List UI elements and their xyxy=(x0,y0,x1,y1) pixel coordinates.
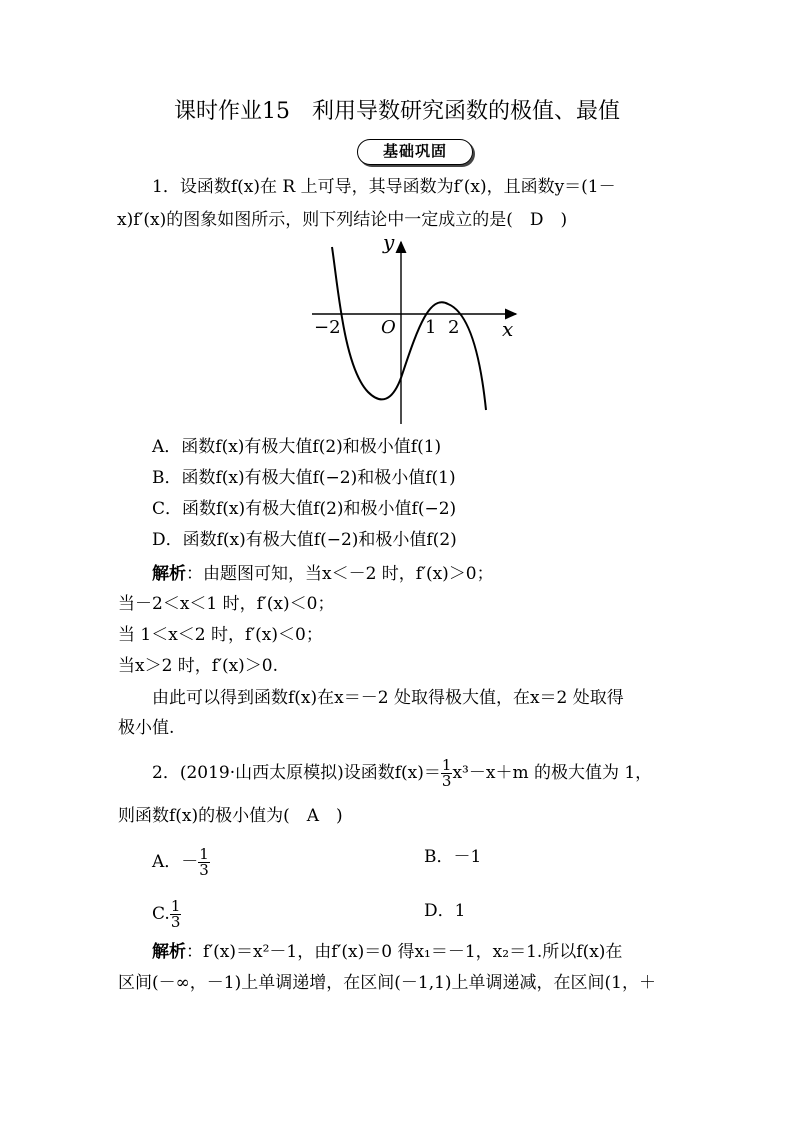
q2-stem-line2: 则函数f(x)的极小值为( A ) xyxy=(118,806,343,826)
fraction-denominator: 3 xyxy=(441,772,452,790)
q2-option-b: B．－1 xyxy=(424,847,482,867)
q2-option-c-text: C. xyxy=(152,904,170,924)
function-graph xyxy=(308,232,528,427)
analysis-text: ：由题图可知，当x＜－2 时，f′(x)＞0； xyxy=(186,564,494,584)
fraction-numerator: 1 xyxy=(441,756,452,774)
tick-label-1: 1 xyxy=(425,317,437,338)
q2-option-c xyxy=(152,899,181,930)
tick-label-neg2: −2 xyxy=(314,317,341,338)
q2-option-d: D．1 xyxy=(424,901,466,921)
q1-analysis-line2: 当－2＜x＜1 时，f′(x)＜0； xyxy=(118,594,335,614)
q2-option-c-fraction xyxy=(170,899,182,930)
y-axis-label: y xyxy=(383,232,395,254)
q1-analysis-line1 xyxy=(152,563,494,585)
tick-label-2: 2 xyxy=(448,317,460,338)
q1-analysis-line4: 当x＞2 时，f′(x)＞0. xyxy=(118,656,279,676)
page-title: 课时作业15 利用导数研究函数的极值、最值 xyxy=(174,99,620,124)
analysis-label: 解析 xyxy=(152,564,186,584)
q1-stem-line2: x)f′(x)的图象如图所示，则下列结论中一定成立的是( D ) xyxy=(117,210,568,230)
q1-analysis-line3: 当 1＜x＜2 时，f′(x)＜0； xyxy=(118,625,323,645)
section-badge: 基础巩固 xyxy=(357,139,473,165)
q1-analysis-line6: 极小值. xyxy=(118,718,175,738)
analysis-text: ：f′(x)＝x²－1，由f′(x)＝0 得x₁＝－1，x₂＝1.所以f(x)在 xyxy=(186,942,623,962)
q1-analysis-line5: 由此可以得到函数f(x)在x＝－2 处取得极大值，在x＝2 处取得 xyxy=(152,688,624,708)
q1-option-a: A．函数f(x)有极大值f(2)和极小值f(1) xyxy=(152,437,442,457)
q1-option-b: B．函数f(x)有极大值f(−2)和极小值f(1) xyxy=(152,468,456,488)
fraction-denominator: 3 xyxy=(170,913,181,931)
q1-option-d: D．函数f(x)有极大值f(−2)和极小值f(2) xyxy=(152,530,457,550)
q2-option-a xyxy=(152,847,210,878)
q2-analysis-line2: 区间(－∞，－1)上单调递增，在区间(－1,1)上单调递减，在区间(1，＋ xyxy=(118,973,656,993)
q2-analysis-line1 xyxy=(152,941,622,963)
fraction-numerator: 1 xyxy=(199,845,209,863)
fraction-numerator: 1 xyxy=(170,897,181,915)
origin-label: O xyxy=(381,317,396,338)
q1-stem-line1: 1．设函数f(x)在 R 上可导，其导函数为f′(x)，且函数y＝(1－ xyxy=(152,177,616,197)
curve xyxy=(332,247,486,410)
q2-option-a-fraction xyxy=(198,847,210,878)
q2-stem-pre: 2．(2019·山西太原模拟)设函数f(x)＝ xyxy=(152,763,441,783)
q2-stem-line1 xyxy=(152,758,652,789)
x-axis-label: x xyxy=(502,317,514,341)
analysis-label: 解析 xyxy=(152,942,186,962)
q2-fraction xyxy=(441,758,453,789)
q2-option-a-text: A．－ xyxy=(152,852,199,872)
q2-stem-post: x³－x＋m 的极大值为 1， xyxy=(452,763,653,783)
q1-option-c: C．函数f(x)有极大值f(2)和极小值f(−2) xyxy=(152,499,457,519)
fraction-denominator: 3 xyxy=(199,861,209,879)
